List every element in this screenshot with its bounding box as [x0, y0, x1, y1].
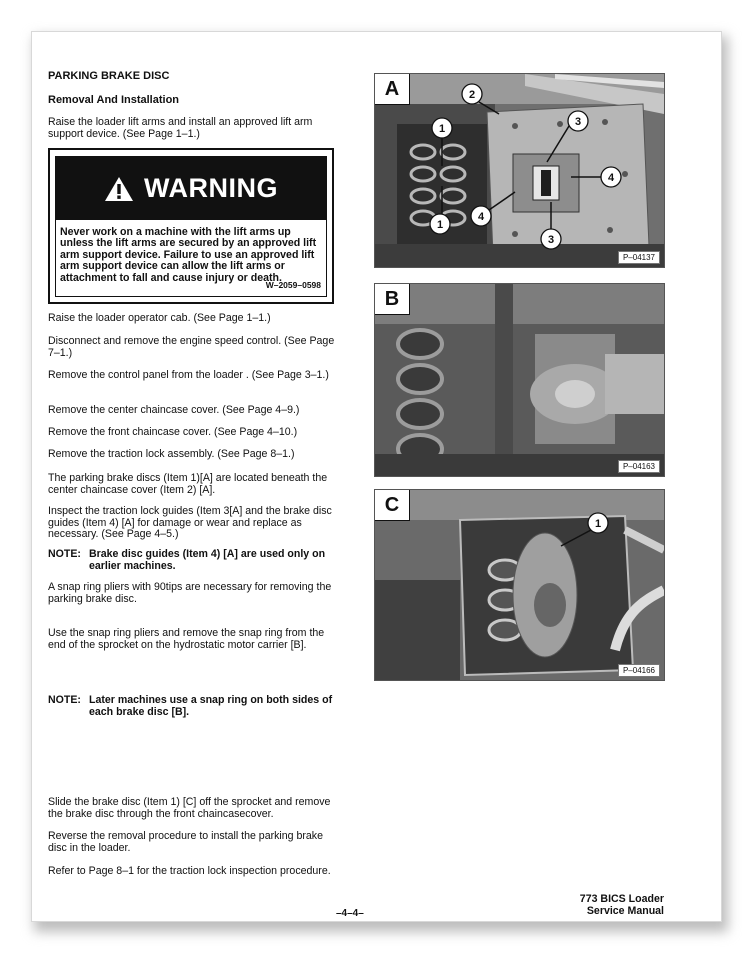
- warning-title: WARNING: [144, 173, 278, 203]
- callout-label: 3: [574, 116, 582, 128]
- step-text: Remove the traction lock assembly. (See Page 8–1.): [48, 448, 295, 460]
- step-text: Reverse the removal procedure to install the parking brake disc in the loader.: [48, 830, 323, 854]
- note: [48, 695, 343, 718]
- step-text: Remove the control panel from the loader . (See Page 3–1.): [48, 369, 329, 381]
- step-text: Use the snap ring pliers and remove the snap ring from the end of the sprocket on the hydrostatic motor carrier [B].: [48, 627, 325, 651]
- figure-letter: B: [375, 284, 410, 315]
- warning-code: W–2059–0598: [265, 280, 321, 290]
- figure-code: P–04166: [618, 664, 660, 677]
- section-title: PARKING BRAKE DISC: [48, 70, 170, 82]
- callout-label: 1: [438, 123, 446, 135]
- footer-title: [580, 894, 664, 917]
- warning-header: [56, 157, 326, 220]
- figure-code: P–04163: [618, 460, 660, 473]
- figure-a: [374, 73, 665, 268]
- note-label: NOTE:: [48, 694, 81, 706]
- step-text: The parking brake discs (Item 1)[A] are located beneath the center chaincase cover (Item 2) [A].: [48, 472, 328, 496]
- callout-label: 1: [594, 518, 602, 530]
- note-text: Brake disc guides (Item 4) [A] are used only on earlier machines.: [89, 548, 326, 572]
- figure-b: [374, 283, 665, 477]
- step-text: A snap ring pliers with 90tips are necessary for removing the parking brake disc.: [48, 581, 332, 605]
- step-text: Slide the brake disc (Item 1) [C] off the sprocket and remove the brake disc through the front chaincasecover.: [48, 796, 331, 820]
- figure-code: P–04137: [618, 251, 660, 264]
- figure-c-photo: [375, 490, 664, 680]
- callout-label: 4: [607, 172, 615, 184]
- page-number: –4–4–: [336, 908, 364, 919]
- step-text: Remove the front chaincase cover. (See Page 4–10.): [48, 426, 298, 438]
- footer-product: 773 BICS Loader: [579, 893, 664, 905]
- callout-label: 3: [547, 234, 555, 246]
- footer-manual: Service Manual: [586, 904, 664, 917]
- warning-box: [48, 148, 334, 304]
- step-text: Refer to Page 8–1 for the traction lock inspection procedure.: [48, 865, 331, 877]
- step-text: Raise the loader lift arms and install an approved lift arm support device. (See Page 1–1.): [48, 116, 313, 140]
- figure-c: [374, 489, 665, 681]
- callout-label: 4: [477, 211, 485, 223]
- figure-a-photo: [375, 74, 664, 267]
- subsection-title: Removal And Installation: [48, 94, 180, 106]
- figure-letter: A: [375, 74, 410, 105]
- note: [48, 549, 343, 572]
- figure-letter: C: [375, 490, 410, 521]
- warning-triangle-icon: [104, 176, 134, 202]
- step-text: Raise the loader operator cab. (See Page 1–1.): [48, 312, 271, 324]
- step-text: Inspect the traction lock guides (Item 3[A] and the brake disc guides (Item 4) [A] for damage or wear and replace as necessary. (See Page 4–5.): [48, 505, 332, 541]
- warning-body: Never work on a machine with the lift arms up unless the lift arms are secured by an approved lift arm support device. Failure to use an approved lift arm support device can allow the lift arms or attachment to fall and cause injury or death.: [60, 226, 317, 284]
- callout-label: 1: [436, 219, 444, 231]
- note-label: NOTE:: [48, 548, 81, 560]
- callout-label: 2: [468, 89, 476, 101]
- step-text: Remove the center chaincase cover. (See Page 4–9.): [48, 404, 300, 416]
- step-text: Disconnect and remove the engine speed control. (See Page 7–1.): [48, 335, 335, 359]
- figure-b-photo: [375, 284, 664, 476]
- manual-page: [31, 31, 722, 922]
- note-text: Later machines use a snap ring on both sides of each brake disc [B].: [89, 694, 333, 718]
